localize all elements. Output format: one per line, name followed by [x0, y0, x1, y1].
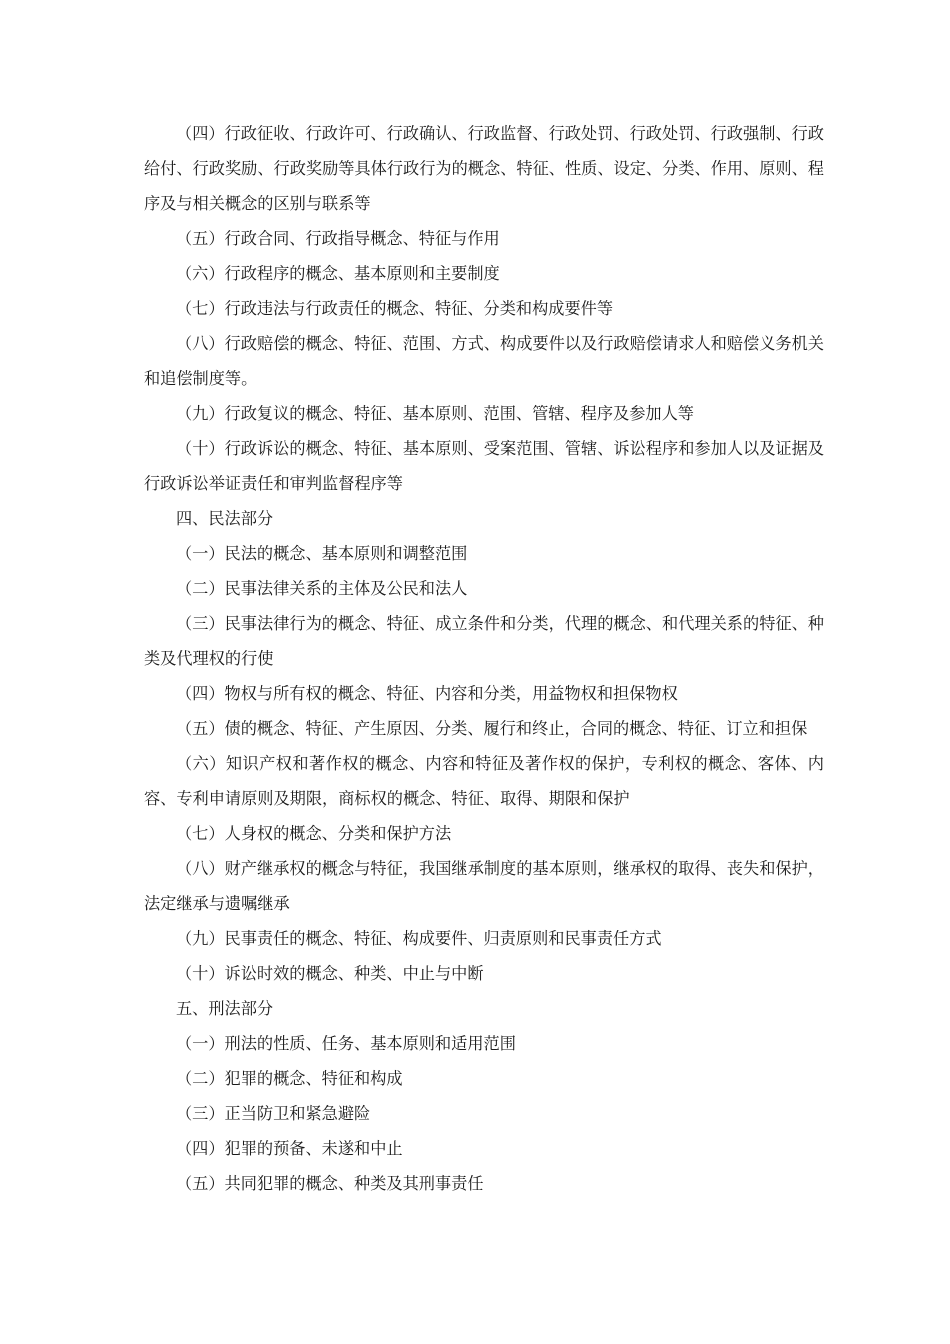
document-page	[144, 116, 824, 1201]
paragraph: （六）知识产权和著作权的概念、内容和特征及著作权的保护，专利权的概念、客体、内容、专利申请原则及期限，商标权的概念、特征、取得、期限和保护	[144, 754, 824, 808]
paragraph: （五）共同犯罪的概念、种类及其刑事责任	[176, 1174, 484, 1193]
paragraph: （五）行政合同、行政指导概念、特征与作用	[176, 229, 500, 248]
paragraph: （七）人身权的概念、分类和保护方法	[176, 824, 452, 843]
document-body	[144, 116, 824, 1201]
paragraph: （九）行政复议的概念、特征、基本原则、范围、管辖、程序及参加人等	[176, 404, 694, 423]
paragraph: （八）行政赔偿的概念、特征、范围、方式、构成要件以及行政赔偿请求人和赔偿义务机关和追偿制度等。	[144, 334, 824, 388]
paragraph: （二）犯罪的概念、特征和构成	[176, 1069, 403, 1088]
paragraph: 四、民法部分	[176, 509, 274, 528]
paragraph: （四）犯罪的预备、未遂和中止	[176, 1139, 403, 1158]
paragraph: （一）民法的概念、基本原则和调整范围	[176, 544, 468, 563]
paragraph: （四）物权与所有权的概念、特征、内容和分类，用益物权和担保物权	[176, 684, 678, 703]
paragraph: （七）行政违法与行政责任的概念、特征、分类和构成要件等	[176, 299, 614, 318]
paragraph: （四）行政征收、行政许可、行政确认、行政监督、行政处罚、行政处罚、行政强制、行政给付、行政奖励、行政奖励等具体行政行为的概念、特征、性质、设定、分类、作用、原则、程序及与相关概念的区别与联系等	[144, 124, 824, 213]
paragraph: （十）诉讼时效的概念、种类、中止与中断	[176, 964, 484, 983]
paragraph: （六）行政程序的概念、基本原则和主要制度	[176, 264, 500, 283]
paragraph: （八）财产继承权的概念与特征，我国继承制度的基本原则，继承权的取得、丧失和保护，法定继承与遗嘱继承	[144, 859, 824, 913]
paragraph: （十）行政诉讼的概念、特征、基本原则、受案范围、管辖、诉讼程序和参加人以及证据及行政诉讼举证责任和审判监督程序等	[144, 439, 824, 493]
paragraph: （三）民事法律行为的概念、特征、成立条件和分类，代理的概念、和代理关系的特征、种类及代理权的行使	[144, 614, 824, 668]
paragraph: （五）债的概念、特征、产生原因、分类、履行和终止，合同的概念、特征、订立和担保	[176, 719, 808, 738]
paragraph: （三）正当防卫和紧急避险	[176, 1104, 371, 1123]
paragraph: （二）民事法律关系的主体及公民和法人	[176, 579, 468, 598]
paragraph: （一）刑法的性质、任务、基本原则和适用范围	[176, 1034, 516, 1053]
paragraph: 五、刑法部分	[176, 999, 274, 1018]
paragraph: （九）民事责任的概念、特征、构成要件、归责原则和民事责任方式	[176, 929, 662, 948]
